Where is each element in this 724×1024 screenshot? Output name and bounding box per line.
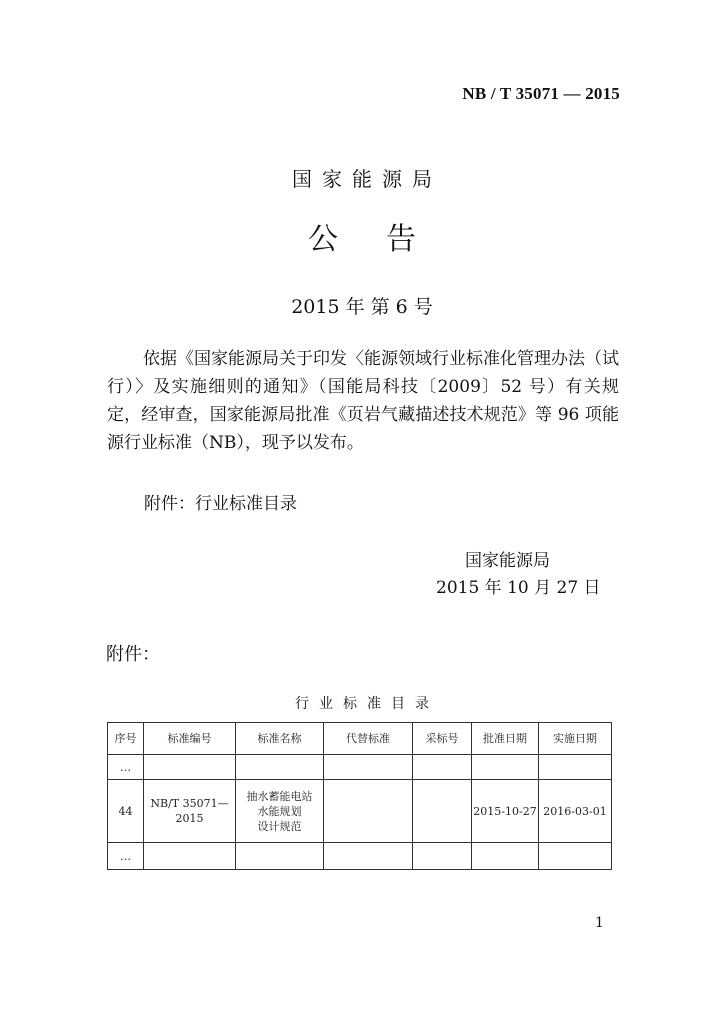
cell-name (236, 780, 324, 843)
cell-seq: 44 (108, 780, 144, 843)
page-number: 1 (595, 915, 604, 931)
cell-adopted-no (413, 780, 472, 843)
appendix-label: 附件： (106, 644, 160, 665)
header-name: 标准名称 (236, 723, 324, 755)
header-approval-date: 批准日期 (472, 723, 539, 755)
table-row (108, 755, 612, 780)
cell-implementation-date: 2016-03-01 (539, 780, 612, 843)
header-implementation-date: 实施日期 (539, 723, 612, 755)
header-adopted-no: 采标号 (413, 723, 472, 755)
attachment-line: 附件：行业标准目录 (144, 494, 297, 514)
cell-replaces (324, 780, 413, 843)
announcement-title: 公告 (308, 222, 464, 257)
header-replaces: 代替标准 (324, 723, 413, 755)
table-header-row (108, 723, 612, 755)
table-title: 行业标准目录 (295, 696, 439, 712)
cell-name-line3: 设计规范 (257, 819, 302, 833)
signature-organization: 国家能源局 (465, 551, 550, 571)
signature-date: 2015 年 10 月 27 日 (436, 578, 601, 598)
table-row (108, 843, 612, 870)
cell-approval-date: 2015-10-27 (472, 780, 539, 843)
cell-name-line2: 水能规划 (257, 804, 302, 818)
header-code: 标准编号 (144, 723, 236, 755)
standards-table (107, 722, 612, 870)
cell-code-line1: NB/T 35071— (150, 797, 229, 810)
ellipsis-cell: … (108, 843, 144, 870)
standard-code: NB / T 35071 — 2015 (462, 84, 620, 103)
cell-name-line1: 抽水蓄能电站 (246, 789, 313, 803)
cell-code-line2: 2015 (175, 812, 204, 825)
announcement-body: 依据《国家能源局关于印发〈能源领域行业标准化管理办法（试行）〉及实施细则的通知》（国能局科技〔2009〕52 号）有关规定，经审查，国家能源局批准《页岩气藏描述技术规范》等 96 项能源行业标准（NB），现予以发布。 (107, 349, 619, 453)
ellipsis-cell: … (108, 755, 144, 780)
header-seq: 序号 (108, 723, 144, 755)
issuing-authority: 国家能源局 (292, 167, 442, 191)
announcement-issue-number: 2015 年 第 6 号 (291, 296, 433, 318)
cell-code (144, 780, 236, 843)
table-row (108, 780, 612, 843)
